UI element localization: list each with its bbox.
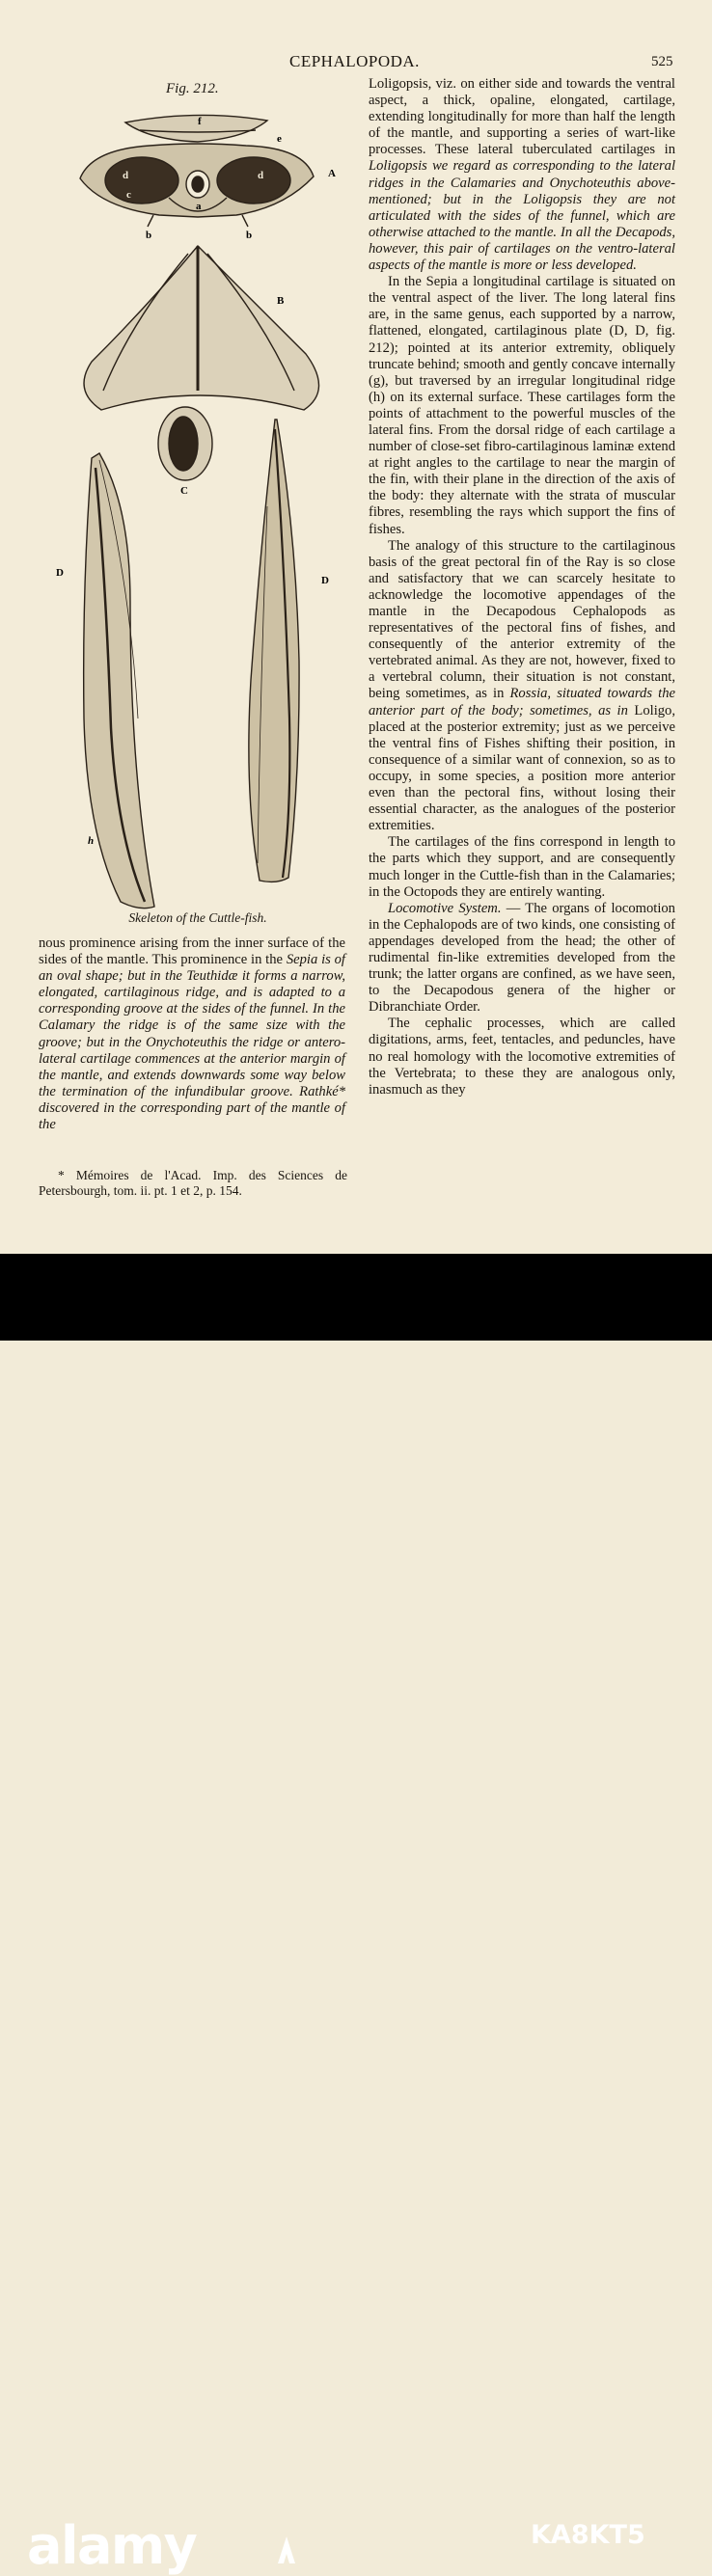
footnote: * Mémoires de l'Acad. Imp. des Sciences de Petersbourgh, tom. ii. pt. 1 et 2, p. 154. xyxy=(39,1168,347,1198)
left-column xyxy=(39,935,345,1133)
paragraph: The cephalic processes, which are called digitations, arms, feet, tentacles, and peduncles, have no real homology with the locomotive extremities of the Vertebrata; to these they are analogous only, inasmuch as they xyxy=(369,1016,675,1098)
label-D-right: D xyxy=(321,575,329,586)
label-e: e xyxy=(277,133,282,145)
figure-label: Fig. 212. xyxy=(166,81,219,96)
label-A: A xyxy=(328,168,336,179)
page-number: 525 xyxy=(651,54,673,69)
label-B: B xyxy=(277,295,285,307)
figure-caption: Skeleton of the Cuttle-fish. xyxy=(128,910,267,925)
paragraph: The analogy of this structure to the cartilaginous basis of the great pectoral fin of the Ray is so close and satisfactory that we can scarcely hesitate to acknowledge the locomotive appendages of the mantle in the Decapodous Cephalopods as representatives of the pectoral fins of fishes, and consequently of the anterior extremity of the vertebrated animal. As they are not, however, fixed to a vertebral column, their situation is not constant, being sometimes, as in Rossia, situated towards the anterior part of the body; sometimes, as in Loligo, placed at the posterior extremity; just as we perceive the ventral fins of Fishes shifting their position, in consequence of a similar want of connexion, so as to occupy, in some species, a position more anterior even than the pectoral fins, without losing their essential character, as the analogues of the posterior extremities. xyxy=(369,537,675,834)
alamy-brand: alamy xyxy=(27,2515,197,2576)
image-id: KA8KT5 xyxy=(531,2520,645,2550)
alamy-logo-icon xyxy=(276,2535,297,2565)
label-d-right: d xyxy=(258,170,264,181)
paragraph: nous prominence arising from the inner surface of the sides of the mantle. This prominence in the Sepia is of an oval shape; but in the Teuthidæ it forms a narrow, elongated, cartilaginous ridge, and is adapted to a corresponding groove at the sides of the funnel. In the Calamary the ridge is of the same size with the groove; but in the Onychoteuthis the ridge or antero-lateral cartilage commences at the anterior margin of the mantle, and extends downwards some way below the termination of the infundibular groove. Rathké* discovered in the corresponding part of the mantle of the xyxy=(39,935,345,1133)
label-f: f xyxy=(198,116,202,127)
watermark-band xyxy=(0,1254,712,2576)
right-column xyxy=(369,76,675,1098)
label-c: c xyxy=(126,189,131,201)
paragraph: Loligopsis, viz. on either side and towards the ventral aspect, a thick, opaline, elongated, cartilage, extending longitudinally for more than half the length of the mantle, and supporting a series of wart-like processes. These lateral tuberculated cartilages in Loligopsis we regard as corresponding to the lateral ridges in the Calamaries and Onychoteuthis above-mentioned; but in the Loligopsis they are not articulated with the sides of the funnel, which are otherwise attached to the mantle. In all the Decapods, however, this pair of cartilages on the ventro-lateral aspects of the mantle is more or less developed. xyxy=(369,76,675,274)
label-h: h xyxy=(88,835,95,847)
label-a: a xyxy=(196,201,202,212)
paragraph: In the Sepia a longitudinal cartilage is situated on the ventral aspect of the liver. The long lateral fins are, in the same genus, each supported by a narrow, flattened, elongated, cartilaginous plate (D, D, fig. 212); pointed at its anterior extremity, obliquely truncate behind; smooth and gently concave internally (g), but traversed by an irregular longitudinal ridge (h) on its external surface. These cartilages form the points of attachment to the powerful muscles of the lateral fins. From the dorsal ridge of each cartilage a number of close-set fibro-cartilaginous laminæ extend at right angles to the cartilage to near the margin of the fin, with their plane in the direction of the axis of the body: they alternate with the strata of muscular fibres, resembling the rays which support the fins of fishes. xyxy=(369,274,675,537)
paragraph: The cartilages of the fins correspond in length to the parts which they support, and are consequently much longer in the Cuttle-fish than in the Calamaries; in the Octopods they are entirely wanting. xyxy=(369,834,675,900)
book-page xyxy=(0,0,712,1254)
label-D-left: D xyxy=(56,567,64,579)
paragraph: Locomotive System. — The organs of locomotion in the Cephalopods are of two kinds, one consisting of appendages developed from the head; the other of rudimental fin-like extremities developed from the trunk; the latter organs are confined, as we have seen, to the Decapodous genera of the higher or Dibranchiate Order. xyxy=(369,900,675,1016)
skeleton-illustration xyxy=(53,101,342,921)
running-title: CEPHALOPODA. xyxy=(289,52,420,70)
label-d-left: d xyxy=(123,170,129,181)
label-C: C xyxy=(180,485,188,497)
label-b-left: b xyxy=(146,230,152,241)
page-header xyxy=(0,50,712,75)
label-b-right: b xyxy=(246,230,253,241)
